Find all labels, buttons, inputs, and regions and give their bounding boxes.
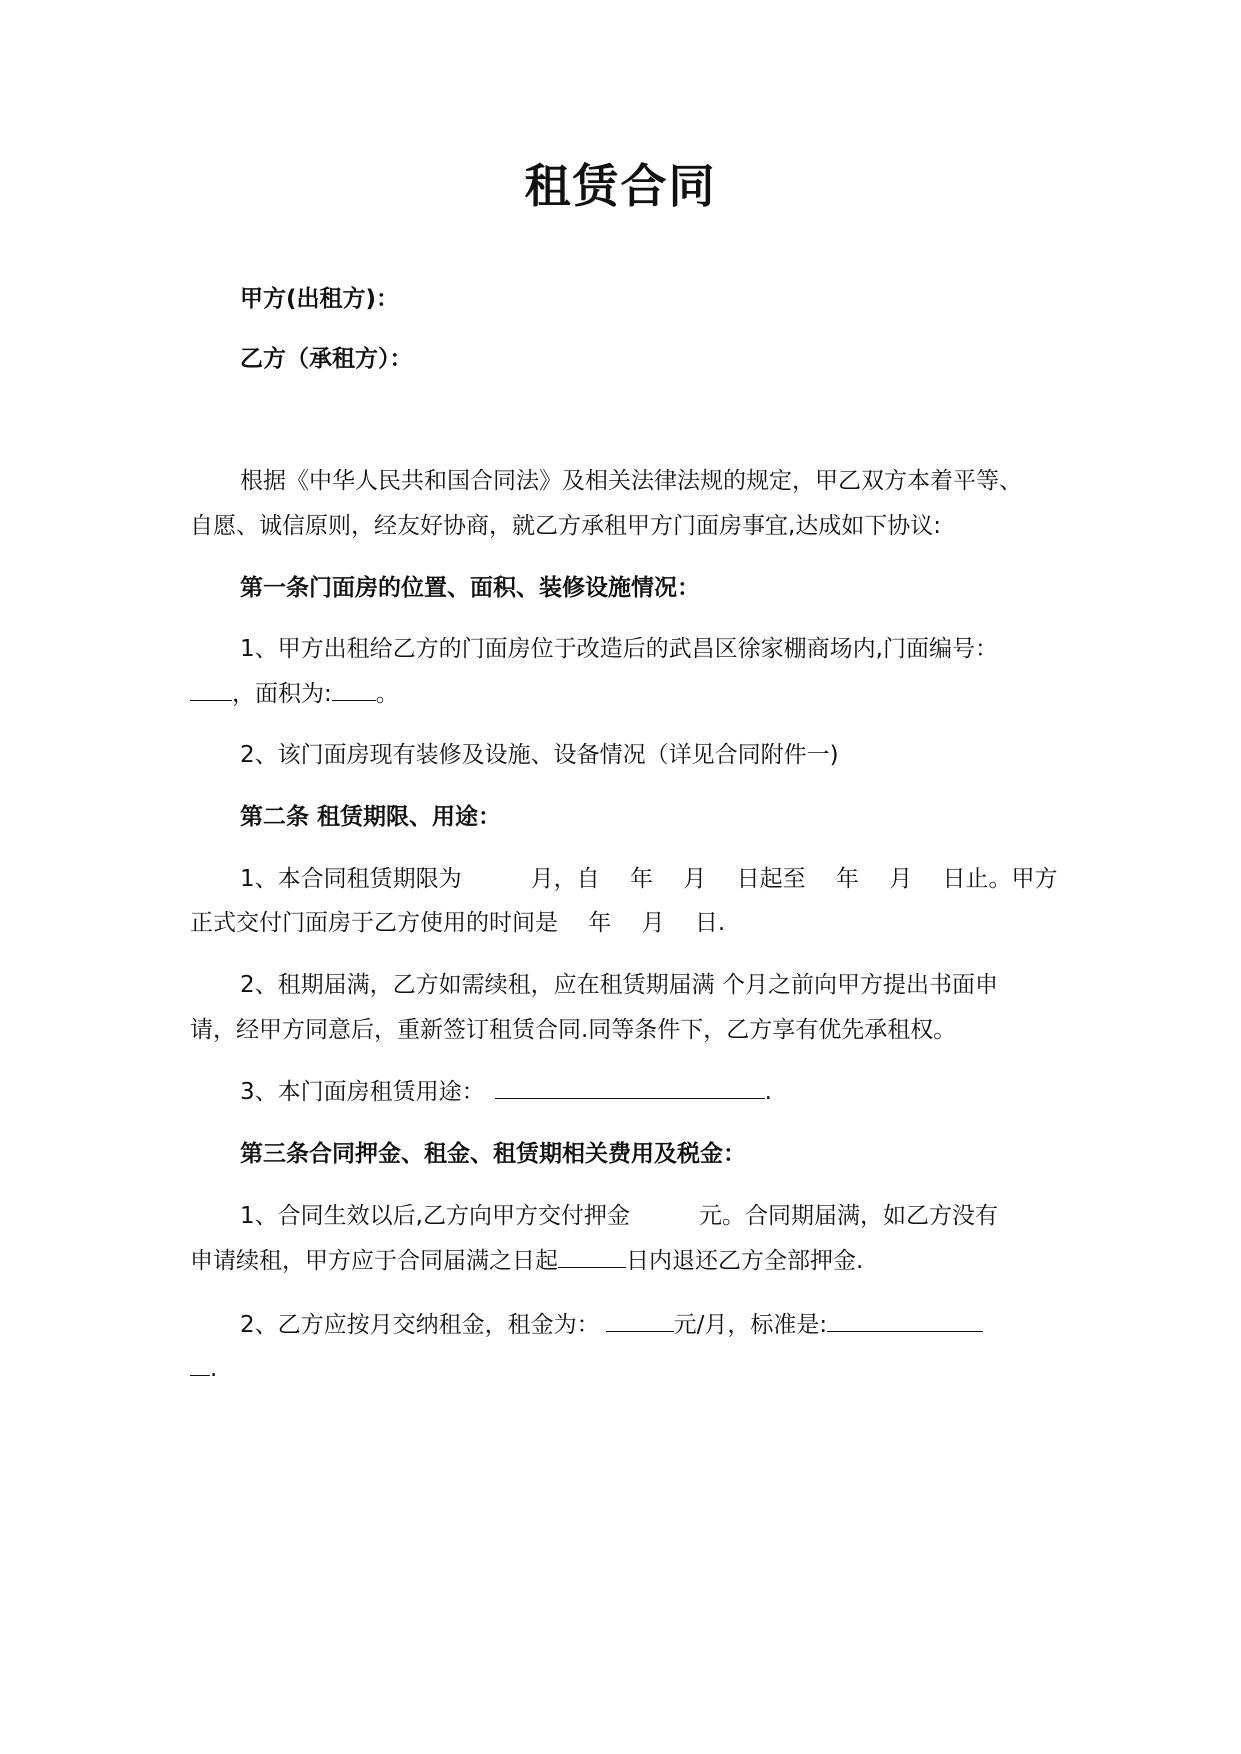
blank-field (495, 1076, 765, 1099)
article3-item2-line1 (240, 1308, 1110, 1342)
blank-field (332, 678, 376, 701)
text-segment: 元/月，标准是: (673, 1312, 828, 1338)
article1-item1-line1: 1、甲方出租给乙方的门面房位于改造后的武昌区徐家棚商场内,门面编号： (240, 636, 998, 662)
blank-field (827, 1309, 983, 1332)
article1-item1-line2 (190, 677, 1060, 711)
blank-field (190, 1353, 210, 1376)
document-title: 租赁合同 (524, 159, 717, 213)
text-segment: 。 (375, 681, 399, 707)
text-segment: 2、乙方应按月交纳租金，租金为： (240, 1312, 600, 1338)
article3-heading: 第三条合同押金、租金、租赁期相关费用及税金： (240, 1141, 746, 1167)
text-segment: 3、本门面房租赁用途： (240, 1079, 485, 1105)
blank-field (190, 678, 232, 701)
text-segment: . (764, 1079, 772, 1105)
text-segment: . (210, 1356, 218, 1382)
article1-heading: 第一条门面房的位置、面积、装修设施情况： (240, 575, 700, 601)
article2-heading: 第二条 租赁期限、用途： (240, 804, 502, 830)
article2-item2-line1: 2、租期届满，乙方如需续租，应在租赁期届满 个月之前向甲方提出书面申 (240, 972, 998, 998)
intro-line-1: 根据《中华人民共和国合同法》及相关法律法规的规定，甲乙双方本着平等、 (240, 468, 1022, 494)
text-segment: 申请续租，甲方应于合同届满之日起 (190, 1248, 558, 1274)
blank-field (606, 1309, 674, 1332)
text-segment: 日内退还乙方全部押金. (626, 1248, 864, 1274)
intro-line-2: 自愿、诚信原则，经友好协商，就乙方承租甲方门面房事宜,达成如下协议: (190, 513, 942, 539)
party-b-label: 乙方（承租方）： (240, 346, 413, 372)
article3-item1-line1: 1、合同生效以后,乙方向甲方交付押金 元。合同期届满，如乙方没有 (240, 1203, 998, 1229)
text-segment: ，面积为: (232, 681, 332, 707)
blank-field (558, 1245, 626, 1268)
party-a-label: 甲方(出租方)： (240, 286, 400, 312)
article1-item2: 2、该门面房现有装修及设施、设备情况（详见合同附件一) (240, 742, 839, 768)
article3-item1-line2 (190, 1244, 1060, 1278)
article2-item3 (240, 1075, 1110, 1109)
article2-item1-line1: 1、本合同租赁期限为 月，自 年 月 日起至 年 月 日止。甲方 (240, 866, 1058, 892)
article2-item2-line2: 请，经甲方同意后，重新签订租赁合同.同等条件下，乙方享有优先承租权。 (190, 1017, 957, 1043)
article3-item2-line2 (190, 1352, 1060, 1386)
article2-item1-line2: 正式交付门面房于乙方使用的时间是 年 月 日. (190, 910, 726, 936)
